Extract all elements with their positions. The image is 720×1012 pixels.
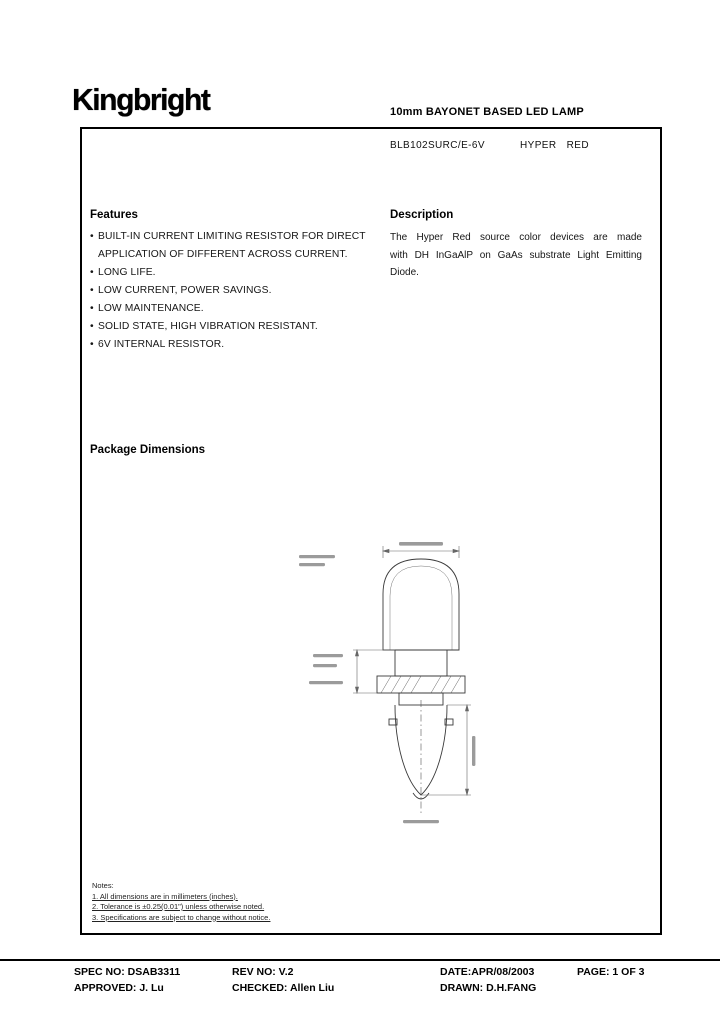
- content-border-box: [80, 127, 662, 935]
- footer-divider: [0, 959, 720, 961]
- footer-drawn: DRAWN: D.H.FANG: [440, 982, 537, 994]
- notes-heading: Notes:: [92, 881, 114, 890]
- note-item: 2. Tolerance is ±0.25(0.01") unless otherwise noted.: [92, 902, 265, 911]
- document-title: 10mm BAYONET BASED LED LAMP: [390, 106, 584, 118]
- description-text: [390, 229, 642, 282]
- note-item: 3. Specifications are subject to change without notice.: [92, 912, 271, 922]
- footer-date: DATE:APR/08/2003: [440, 966, 535, 978]
- lamp-dome-outline: [383, 559, 459, 650]
- footer-spec-no: SPEC NO: DSAB3311: [74, 966, 181, 978]
- feature-item: • SOLID STATE, HIGH VIBRATION RESISTANT.: [90, 318, 386, 336]
- footer-page: PAGE: 1 OF 3: [577, 966, 645, 978]
- part-number: BLB102SURC/E-6V: [390, 140, 485, 151]
- package-dimensions-heading: Package Dimensions: [90, 444, 206, 456]
- lamp-neck: [395, 650, 447, 676]
- lamp-flange: [377, 676, 465, 693]
- features-heading: Features: [90, 209, 138, 221]
- description-line: with DH InGaAlP on GaAs substrate Light Emitting: [390, 249, 642, 261]
- footer-checked: CHECKED: Allen Liu: [232, 982, 335, 994]
- package-dimensions-drawing: [287, 534, 487, 834]
- description-heading: Description: [390, 209, 454, 221]
- footer-rev-no: REV NO: V.2: [232, 966, 294, 978]
- kingbright-logo: Kingbright: [72, 82, 210, 117]
- feature-item: • LOW CURRENT, POWER SAVINGS.: [90, 282, 386, 300]
- flange-hatching: [381, 676, 461, 693]
- feature-item: • LOW MAINTENANCE.: [90, 300, 386, 318]
- note-item: 1. All dimensions are in millimeters (inches).: [92, 891, 238, 901]
- lamp-dome-inner-line: [390, 566, 452, 650]
- feature-item: • LONG LIFE.: [90, 264, 386, 282]
- footer-approved: APPROVED: J. Lu: [74, 982, 164, 994]
- notes-block: [92, 881, 270, 923]
- features-list: [90, 228, 386, 354]
- feature-item: • 6V INTERNAL RESISTOR.: [90, 336, 386, 354]
- description-line: The Hyper Red source color devices are made: [390, 232, 642, 243]
- dimension-lines: [353, 546, 471, 795]
- emitted-color-name: HYPER RED: [520, 140, 589, 151]
- feature-item: • BUILT-IN CURRENT LIMITING RESISTOR FOR DIRECT APPLICATION OF DIFFERENT ACROSS CURRENT.: [90, 228, 386, 264]
- description-line: Diode.: [390, 267, 419, 278]
